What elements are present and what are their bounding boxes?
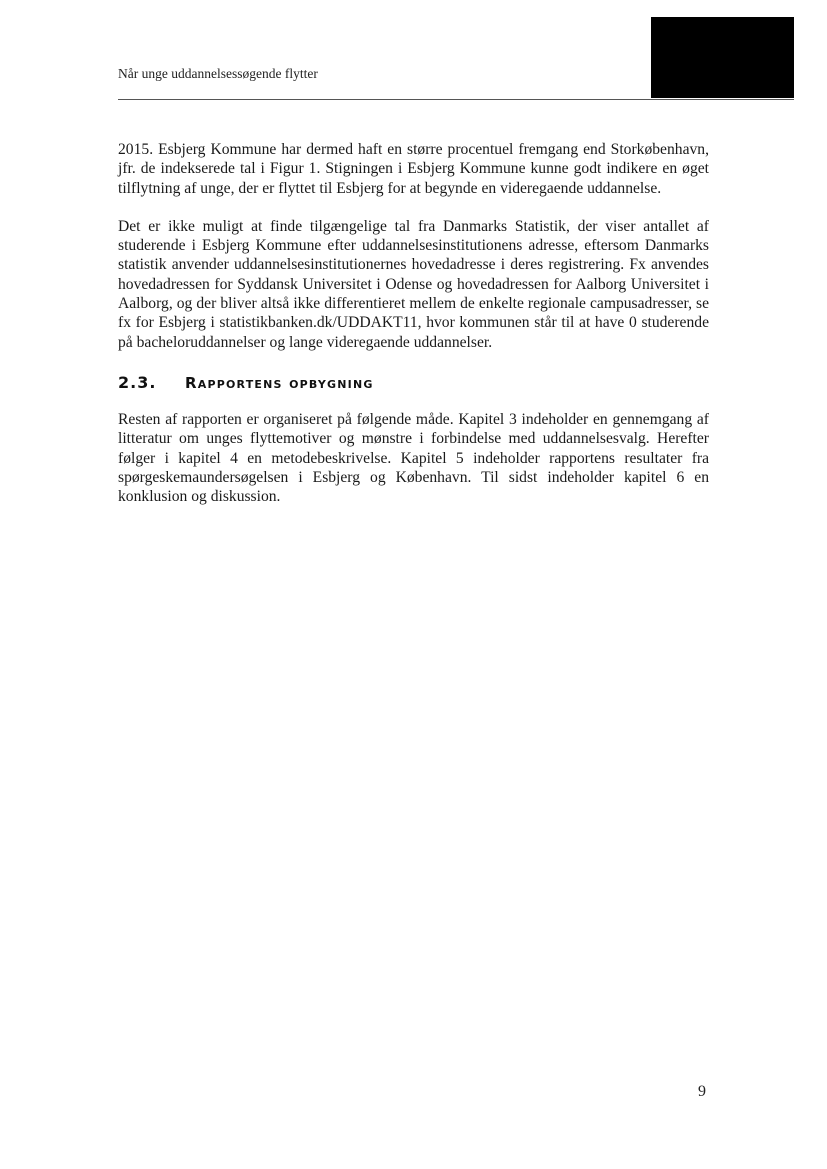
running-header-title: Når unge uddannelsessøgende flytter bbox=[118, 66, 318, 81]
page-number: 9 bbox=[698, 1083, 706, 1100]
section-title: Rapportens opbygning bbox=[185, 373, 374, 392]
body-paragraph-2: Det er ikke muligt at finde tilgængelige tal fra Danmarks Statistik, der viser antallet af studerende i Esbjerg Kommune efter uddannelsesinstitutionens adresse, eftersom Danmarks statistik anvender uddannelsesinstitutionernes hovedadresse i deres registrering. Fx anvendes hovedadressen for Syddansk Universitet i Odense og hovedadressen for Aalborg Universitet i Aalborg, og der bliver altså ikke differentieret mellem de enkelte regionale campusadresser, se fx for Esbjerg i statistikbanken.dk/UDDAKT11, hvor kommunen står til at have 0 studerende på bacheloruddannelser og lange videregaende uddannelser. bbox=[118, 217, 709, 351]
page-body bbox=[118, 140, 709, 506]
header-black-block bbox=[651, 17, 794, 98]
section-heading bbox=[118, 373, 709, 393]
section-body-paragraph: Resten af rapporten er organiseret på følgende måde. Kapitel 3 indeholder en gennemgang af litteratur om unges flyttemotiver og mønstre i forbindelse med uddannelsesvalg. Herefter følger i kapitel 4 en metodebeskrivelse. Kapitel 5 indeholder rapportens resultater fra spørgeskemaundersøgelsen i Esbjerg og København. Til sidst indeholder kapitel 6 en konklusion og diskussion. bbox=[118, 410, 709, 506]
body-paragraph-1: 2015. Esbjerg Kommune har dermed haft en større procentuel fremgang end Storkøbenhavn, jfr. de indekserede tal i Figur 1. Stigningen i Esbjerg Kommune kunne godt indikere en øget tilflytning af unge, der er flyttet til Esbjerg for at begynde en videregaende uddannelse. bbox=[118, 141, 709, 197]
section-number: 2.3. bbox=[118, 372, 157, 392]
header-divider bbox=[118, 99, 794, 100]
